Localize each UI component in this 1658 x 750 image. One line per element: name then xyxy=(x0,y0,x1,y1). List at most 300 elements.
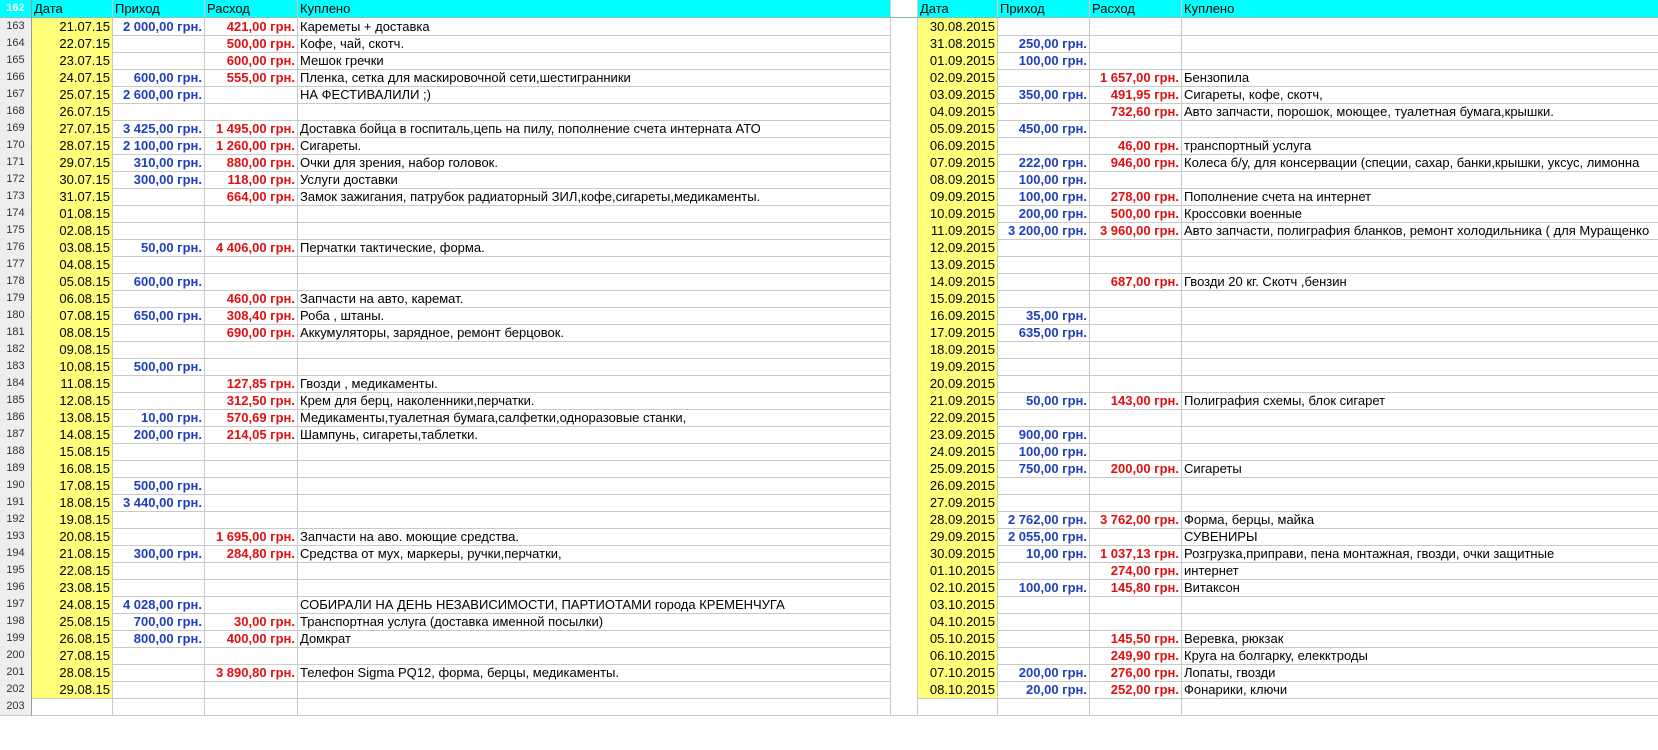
left-bought-cell[interactable]: Домкрат xyxy=(298,630,891,648)
left-date-cell[interactable]: 28.07.15 xyxy=(32,137,113,155)
left-date-cell[interactable]: 20.08.15 xyxy=(32,528,113,546)
left-income-cell[interactable] xyxy=(113,188,205,206)
gap-cell[interactable] xyxy=(891,477,918,495)
row-number[interactable]: 178 xyxy=(0,273,32,291)
left-income-cell[interactable] xyxy=(113,392,205,410)
left-bought-cell[interactable] xyxy=(298,698,891,716)
gap-cell[interactable] xyxy=(891,392,918,410)
left-income-cell[interactable] xyxy=(113,579,205,597)
left-income-cell[interactable]: 2 600,00 грн. xyxy=(113,86,205,104)
right-expense-cell[interactable]: 274,00 грн. xyxy=(1090,562,1182,580)
left-income-cell[interactable] xyxy=(113,681,205,699)
right-date-cell[interactable] xyxy=(918,698,998,716)
left-bought-cell[interactable] xyxy=(298,647,891,665)
gap-cell[interactable] xyxy=(891,341,918,359)
right-bought-cell[interactable] xyxy=(1182,120,1658,138)
right-bought-cell[interactable] xyxy=(1182,596,1658,614)
left-expense-cell[interactable] xyxy=(205,222,298,240)
left-bought-cell[interactable]: Шампунь, сигареты,таблетки. xyxy=(298,426,891,444)
left-date-cell[interactable]: 26.07.15 xyxy=(32,103,113,121)
left-income-cell[interactable] xyxy=(113,290,205,308)
right-income-cell[interactable]: 100,00 грн. xyxy=(998,52,1090,70)
right-date-cell[interactable]: 25.09.2015 xyxy=(918,460,998,478)
left-date-cell[interactable]: 23.07.15 xyxy=(32,52,113,70)
left-date-cell[interactable]: 19.08.15 xyxy=(32,511,113,529)
left-expense-cell[interactable]: 400,00 грн. xyxy=(205,630,298,648)
left-expense-cell[interactable] xyxy=(205,205,298,223)
row-number[interactable]: 174 xyxy=(0,205,32,223)
right-income-cell[interactable]: 100,00 грн. xyxy=(998,188,1090,206)
left-bought-cell[interactable]: Очки для зрения, набор головок. xyxy=(298,154,891,172)
left-expense-cell[interactable] xyxy=(205,358,298,376)
gap-cell[interactable] xyxy=(891,426,918,444)
row-number[interactable]: 195 xyxy=(0,562,32,580)
right-expense-cell[interactable]: 249,90 грн. xyxy=(1090,647,1182,665)
right-income-cell[interactable]: 200,00 грн. xyxy=(998,664,1090,682)
row-number[interactable]: 194 xyxy=(0,545,32,563)
right-income-cell[interactable]: 250,00 грн. xyxy=(998,35,1090,53)
left-date-cell[interactable]: 29.08.15 xyxy=(32,681,113,699)
left-date-cell[interactable]: 03.08.15 xyxy=(32,239,113,257)
gap-cell[interactable] xyxy=(891,460,918,478)
left-bought-cell[interactable] xyxy=(298,205,891,223)
right-bought-cell[interactable] xyxy=(1182,290,1658,308)
left-bought-cell[interactable] xyxy=(298,579,891,597)
right-income-cell[interactable] xyxy=(998,290,1090,308)
left-date-cell[interactable]: 10.08.15 xyxy=(32,358,113,376)
left-expense-cell[interactable]: 312,50 грн. xyxy=(205,392,298,410)
left-date-cell[interactable]: 15.08.15 xyxy=(32,443,113,461)
right-bought-cell[interactable] xyxy=(1182,613,1658,631)
right-bought-cell[interactable] xyxy=(1182,52,1658,70)
right-date-cell[interactable]: 17.09.2015 xyxy=(918,324,998,342)
right-expense-cell[interactable]: 200,00 грн. xyxy=(1090,460,1182,478)
left-income-cell[interactable]: 50,00 грн. xyxy=(113,239,205,257)
right-bought-cell[interactable]: Круга на болгарку, елекктроды xyxy=(1182,647,1658,665)
right-date-cell[interactable]: 26.09.2015 xyxy=(918,477,998,495)
right-expense-cell[interactable]: 145,80 грн. xyxy=(1090,579,1182,597)
right-income-cell[interactable] xyxy=(998,358,1090,376)
gap-column[interactable] xyxy=(891,0,918,18)
right-income-cell[interactable] xyxy=(998,137,1090,155)
left-date-cell[interactable]: 25.08.15 xyxy=(32,613,113,631)
gap-cell[interactable] xyxy=(891,205,918,223)
right-bought-cell[interactable]: Лопаты, гвозди xyxy=(1182,664,1658,682)
right-bought-cell[interactable]: интернет xyxy=(1182,562,1658,580)
right-date-cell[interactable]: 02.10.2015 xyxy=(918,579,998,597)
gap-cell[interactable] xyxy=(891,171,918,189)
right-expense-cell[interactable] xyxy=(1090,171,1182,189)
right-income-cell[interactable] xyxy=(998,18,1090,36)
left-expense-cell[interactable]: 1 495,00 грн. xyxy=(205,120,298,138)
row-number[interactable]: 180 xyxy=(0,307,32,325)
left-income-cell[interactable] xyxy=(113,103,205,121)
right-bought-cell[interactable] xyxy=(1182,341,1658,359)
left-expense-cell[interactable]: 421,00 грн. xyxy=(205,18,298,36)
left-date-cell[interactable]: 27.07.15 xyxy=(32,120,113,138)
left-expense-cell[interactable] xyxy=(205,494,298,512)
gap-cell[interactable] xyxy=(891,120,918,138)
left-bought-cell[interactable]: Крем для берц, наколенники,перчатки. xyxy=(298,392,891,410)
left-expense-cell[interactable]: 118,00 грн. xyxy=(205,171,298,189)
left-expense-cell[interactable]: 284,80 грн. xyxy=(205,545,298,563)
gap-cell[interactable] xyxy=(891,681,918,699)
row-number[interactable]: 165 xyxy=(0,52,32,70)
right-date-cell[interactable]: 24.09.2015 xyxy=(918,443,998,461)
row-number[interactable]: 191 xyxy=(0,494,32,512)
left-bought-cell[interactable]: Запчасти на аво. моющие средства. xyxy=(298,528,891,546)
row-number[interactable]: 197 xyxy=(0,596,32,614)
left-bought-cell[interactable] xyxy=(298,341,891,359)
right-income-cell[interactable] xyxy=(998,341,1090,359)
left-expense-cell[interactable] xyxy=(205,86,298,104)
right-income-cell[interactable] xyxy=(998,613,1090,631)
left-expense-cell[interactable] xyxy=(205,256,298,274)
left-bought-cell[interactable]: Кофе, чай, скотч. xyxy=(298,35,891,53)
left-bought-cell[interactable]: Аккумуляторы, зарядное, ремонт берцовок. xyxy=(298,324,891,342)
left-date-cell[interactable]: 22.08.15 xyxy=(32,562,113,580)
right-expense-cell[interactable]: 276,00 грн. xyxy=(1090,664,1182,682)
right-bought-cell[interactable] xyxy=(1182,409,1658,427)
right-bought-cell[interactable] xyxy=(1182,324,1658,342)
left-income-cell[interactable]: 500,00 грн. xyxy=(113,477,205,495)
left-bought-cell[interactable]: Сигареты. xyxy=(298,137,891,155)
left-date-cell[interactable]: 13.08.15 xyxy=(32,409,113,427)
right-date-cell[interactable]: 07.09.2015 xyxy=(918,154,998,172)
right-header-income[interactable]: Приход xyxy=(998,0,1090,18)
right-bought-cell[interactable]: Бензопила xyxy=(1182,69,1658,87)
gap-cell[interactable] xyxy=(891,630,918,648)
left-expense-cell[interactable] xyxy=(205,562,298,580)
right-expense-cell[interactable] xyxy=(1090,426,1182,444)
right-bought-cell[interactable]: транспортный услуга xyxy=(1182,137,1658,155)
row-number[interactable]: 188 xyxy=(0,443,32,461)
right-expense-cell[interactable]: 500,00 грн. xyxy=(1090,205,1182,223)
right-bought-cell[interactable] xyxy=(1182,35,1658,53)
left-expense-cell[interactable] xyxy=(205,443,298,461)
left-date-cell[interactable]: 05.08.15 xyxy=(32,273,113,291)
row-number[interactable]: 163 xyxy=(0,18,32,36)
right-bought-cell[interactable]: Сигареты, кофе, скотч, xyxy=(1182,86,1658,104)
right-bought-cell[interactable] xyxy=(1182,494,1658,512)
left-date-cell[interactable]: 24.07.15 xyxy=(32,69,113,87)
left-expense-cell[interactable] xyxy=(205,273,298,291)
left-income-cell[interactable] xyxy=(113,35,205,53)
left-bought-cell[interactable]: СОБИРАЛИ НА ДЕНЬ НЕЗАВИСИМОСТИ, ПАРТИОТАМИ города КРЕМЕНЧУГА xyxy=(298,596,891,614)
left-bought-cell[interactable]: Телефон Sigma PQ12, форма, берцы, медикаменты. xyxy=(298,664,891,682)
right-date-cell[interactable]: 22.09.2015 xyxy=(918,409,998,427)
row-number[interactable]: 172 xyxy=(0,171,32,189)
right-bought-cell[interactable]: Авто запчасти, порошок, моющее, туалетная бумага,крышки. xyxy=(1182,103,1658,121)
left-bought-cell[interactable] xyxy=(298,494,891,512)
gap-cell[interactable] xyxy=(891,103,918,121)
left-date-cell[interactable]: 18.08.15 xyxy=(32,494,113,512)
right-expense-cell[interactable]: 46,00 грн. xyxy=(1090,137,1182,155)
left-bought-cell[interactable]: Перчатки тактические, форма. xyxy=(298,239,891,257)
gap-cell[interactable] xyxy=(891,273,918,291)
left-income-cell[interactable]: 600,00 грн. xyxy=(113,273,205,291)
gap-cell[interactable] xyxy=(891,137,918,155)
left-header-expense[interactable]: Расход xyxy=(205,0,298,18)
gap-cell[interactable] xyxy=(891,256,918,274)
left-date-cell[interactable]: 02.08.15 xyxy=(32,222,113,240)
row-number[interactable]: 196 xyxy=(0,579,32,597)
right-date-cell[interactable]: 30.09.2015 xyxy=(918,545,998,563)
left-date-cell[interactable]: 28.08.15 xyxy=(32,664,113,682)
right-bought-cell[interactable] xyxy=(1182,358,1658,376)
right-date-cell[interactable]: 03.09.2015 xyxy=(918,86,998,104)
gap-cell[interactable] xyxy=(891,222,918,240)
right-expense-cell[interactable] xyxy=(1090,477,1182,495)
right-date-cell[interactable]: 08.10.2015 xyxy=(918,681,998,699)
left-date-cell[interactable]: 22.07.15 xyxy=(32,35,113,53)
gap-cell[interactable] xyxy=(891,647,918,665)
row-number[interactable]: 203 xyxy=(0,698,32,716)
left-expense-cell[interactable]: 500,00 грн. xyxy=(205,35,298,53)
left-income-cell[interactable] xyxy=(113,698,205,716)
left-bought-cell[interactable]: Пленка, сетка для маскировочной сети,шестигранники xyxy=(298,69,891,87)
row-number[interactable]: 181 xyxy=(0,324,32,342)
left-date-cell[interactable]: 04.08.15 xyxy=(32,256,113,274)
right-income-cell[interactable] xyxy=(998,409,1090,427)
right-income-cell[interactable]: 200,00 грн. xyxy=(998,205,1090,223)
right-bought-cell[interactable]: Гвозди 20 кг. Скотч ,бензин xyxy=(1182,273,1658,291)
right-expense-cell[interactable]: 3 762,00 грн. xyxy=(1090,511,1182,529)
left-expense-cell[interactable]: 1 260,00 грн. xyxy=(205,137,298,155)
right-date-cell[interactable]: 30.08.2015 xyxy=(918,18,998,36)
left-bought-cell[interactable]: Услуги доставки xyxy=(298,171,891,189)
left-income-cell[interactable]: 2 100,00 грн. xyxy=(113,137,205,155)
right-income-cell[interactable] xyxy=(998,239,1090,257)
right-bought-cell[interactable] xyxy=(1182,443,1658,461)
left-income-cell[interactable] xyxy=(113,511,205,529)
right-expense-cell[interactable]: 1 657,00 грн. xyxy=(1090,69,1182,87)
left-date-cell[interactable]: 16.08.15 xyxy=(32,460,113,478)
left-bought-cell[interactable]: Мешок гречки xyxy=(298,52,891,70)
right-date-cell[interactable]: 11.09.2015 xyxy=(918,222,998,240)
right-income-cell[interactable]: 3 200,00 грн. xyxy=(998,222,1090,240)
row-number[interactable]: 199 xyxy=(0,630,32,648)
right-income-cell[interactable]: 20,00 грн. xyxy=(998,681,1090,699)
right-bought-cell[interactable]: СУВЕНИРЫ xyxy=(1182,528,1658,546)
right-expense-cell[interactable] xyxy=(1090,613,1182,631)
right-expense-cell[interactable]: 143,00 грн. xyxy=(1090,392,1182,410)
left-income-cell[interactable]: 2 000,00 грн. xyxy=(113,18,205,36)
left-expense-cell[interactable] xyxy=(205,103,298,121)
right-expense-cell[interactable]: 687,00 грн. xyxy=(1090,273,1182,291)
left-expense-cell[interactable]: 4 406,00 грн. xyxy=(205,239,298,257)
right-bought-cell[interactable]: Полиграфия схемы, блок сигарет xyxy=(1182,392,1658,410)
row-number[interactable]: 184 xyxy=(0,375,32,393)
right-header-expense[interactable]: Расход xyxy=(1090,0,1182,18)
left-date-cell[interactable]: 08.08.15 xyxy=(32,324,113,342)
right-income-cell[interactable] xyxy=(998,562,1090,580)
right-income-cell[interactable]: 50,00 грн. xyxy=(998,392,1090,410)
left-expense-cell[interactable] xyxy=(205,511,298,529)
left-expense-cell[interactable] xyxy=(205,681,298,699)
left-expense-cell[interactable] xyxy=(205,579,298,597)
left-income-cell[interactable] xyxy=(113,52,205,70)
right-expense-cell[interactable]: 732,60 грн. xyxy=(1090,103,1182,121)
left-date-cell[interactable]: 25.07.15 xyxy=(32,86,113,104)
left-bought-cell[interactable] xyxy=(298,256,891,274)
right-income-cell[interactable]: 750,00 грн. xyxy=(998,460,1090,478)
left-income-cell[interactable]: 500,00 грн. xyxy=(113,358,205,376)
right-income-cell[interactable]: 100,00 грн. xyxy=(998,443,1090,461)
left-income-cell[interactable]: 300,00 грн. xyxy=(113,171,205,189)
left-income-cell[interactable] xyxy=(113,562,205,580)
left-income-cell[interactable] xyxy=(113,443,205,461)
right-expense-cell[interactable] xyxy=(1090,494,1182,512)
gap-cell[interactable] xyxy=(891,494,918,512)
left-header-bought[interactable]: Куплено xyxy=(298,0,891,18)
row-number[interactable]: 175 xyxy=(0,222,32,240)
right-bought-cell[interactable] xyxy=(1182,375,1658,393)
row-number[interactable]: 176 xyxy=(0,239,32,257)
gap-cell[interactable] xyxy=(891,307,918,325)
left-expense-cell[interactable] xyxy=(205,477,298,495)
left-income-cell[interactable]: 4 028,00 грн. xyxy=(113,596,205,614)
right-expense-cell[interactable]: 1 037,13 грн. xyxy=(1090,545,1182,563)
right-header-date[interactable]: Дата xyxy=(918,0,998,18)
right-bought-cell[interactable] xyxy=(1182,698,1658,716)
right-bought-cell[interactable] xyxy=(1182,256,1658,274)
right-income-cell[interactable]: 222,00 грн. xyxy=(998,154,1090,172)
right-date-cell[interactable]: 06.10.2015 xyxy=(918,647,998,665)
right-bought-cell[interactable]: Авто запчасти, полиграфия бланков, ремонт холодильника ( для Муращенко xyxy=(1182,222,1658,240)
right-date-cell[interactable]: 04.10.2015 xyxy=(918,613,998,631)
row-number[interactable]: 198 xyxy=(0,613,32,631)
left-expense-cell[interactable]: 308,40 грн. xyxy=(205,307,298,325)
gap-cell[interactable] xyxy=(891,324,918,342)
row-number[interactable]: 177 xyxy=(0,256,32,274)
right-income-cell[interactable]: 35,00 грн. xyxy=(998,307,1090,325)
right-bought-cell[interactable] xyxy=(1182,171,1658,189)
left-income-cell[interactable] xyxy=(113,205,205,223)
left-expense-cell[interactable]: 555,00 грн. xyxy=(205,69,298,87)
right-date-cell[interactable]: 03.10.2015 xyxy=(918,596,998,614)
left-date-cell[interactable]: 21.08.15 xyxy=(32,545,113,563)
left-date-cell[interactable]: 12.08.15 xyxy=(32,392,113,410)
gap-cell[interactable] xyxy=(891,511,918,529)
gap-cell[interactable] xyxy=(891,35,918,53)
left-income-cell[interactable] xyxy=(113,341,205,359)
right-income-cell[interactable]: 350,00 грн. xyxy=(998,86,1090,104)
left-bought-cell[interactable] xyxy=(298,477,891,495)
left-income-cell[interactable] xyxy=(113,647,205,665)
left-bought-cell[interactable]: Транспортная услуга (доставка именной посылки) xyxy=(298,613,891,631)
right-bought-cell[interactable]: Витаксон xyxy=(1182,579,1658,597)
left-header-date[interactable]: Дата xyxy=(32,0,113,18)
left-expense-cell[interactable] xyxy=(205,460,298,478)
right-expense-cell[interactable] xyxy=(1090,120,1182,138)
left-income-cell[interactable]: 10,00 грн. xyxy=(113,409,205,427)
row-number[interactable]: 186 xyxy=(0,409,32,427)
right-bought-cell[interactable] xyxy=(1182,307,1658,325)
right-income-cell[interactable] xyxy=(998,647,1090,665)
right-income-cell[interactable]: 635,00 грн. xyxy=(998,324,1090,342)
left-bought-cell[interactable]: НА ФЕСТИВАЛИЛИ ;) xyxy=(298,86,891,104)
gap-cell[interactable] xyxy=(891,358,918,376)
row-number[interactable]: 183 xyxy=(0,358,32,376)
right-expense-cell[interactable]: 3 960,00 грн. xyxy=(1090,222,1182,240)
right-expense-cell[interactable] xyxy=(1090,324,1182,342)
right-income-cell[interactable]: 100,00 грн. xyxy=(998,171,1090,189)
left-expense-cell[interactable]: 30,00 грн. xyxy=(205,613,298,631)
row-number[interactable]: 185 xyxy=(0,392,32,410)
right-bought-cell[interactable]: Кроссовки военные xyxy=(1182,205,1658,223)
right-income-cell[interactable] xyxy=(998,596,1090,614)
left-date-cell[interactable]: 14.08.15 xyxy=(32,426,113,444)
row-number[interactable]: 168 xyxy=(0,103,32,121)
left-expense-cell[interactable]: 600,00 грн. xyxy=(205,52,298,70)
right-income-cell[interactable] xyxy=(998,698,1090,716)
left-expense-cell[interactable]: 664,00 грн. xyxy=(205,188,298,206)
left-income-cell[interactable] xyxy=(113,324,205,342)
right-date-cell[interactable]: 01.10.2015 xyxy=(918,562,998,580)
right-expense-cell[interactable] xyxy=(1090,239,1182,257)
right-header-bought[interactable]: Куплено xyxy=(1182,0,1658,18)
right-income-cell[interactable]: 450,00 грн. xyxy=(998,120,1090,138)
left-bought-cell[interactable]: Кареметы + доставка xyxy=(298,18,891,36)
gap-cell[interactable] xyxy=(891,290,918,308)
right-income-cell[interactable]: 900,00 грн. xyxy=(998,426,1090,444)
gap-cell[interactable] xyxy=(891,528,918,546)
gap-cell[interactable] xyxy=(891,596,918,614)
right-income-cell[interactable]: 2 055,00 грн. xyxy=(998,528,1090,546)
gap-cell[interactable] xyxy=(891,698,918,716)
gap-cell[interactable] xyxy=(891,52,918,70)
left-date-cell[interactable]: 27.08.15 xyxy=(32,647,113,665)
left-date-cell[interactable]: 30.07.15 xyxy=(32,171,113,189)
right-expense-cell[interactable] xyxy=(1090,341,1182,359)
right-expense-cell[interactable] xyxy=(1090,528,1182,546)
right-expense-cell[interactable]: 278,00 грн. xyxy=(1090,188,1182,206)
left-income-cell[interactable] xyxy=(113,460,205,478)
right-bought-cell[interactable]: Колеса б/у, для консервации (специи, сахар, банки,крышки, уксус, лимонна xyxy=(1182,154,1658,172)
left-expense-cell[interactable] xyxy=(205,647,298,665)
row-number[interactable]: 173 xyxy=(0,188,32,206)
left-date-cell[interactable]: 31.07.15 xyxy=(32,188,113,206)
right-expense-cell[interactable] xyxy=(1090,290,1182,308)
row-number[interactable]: 171 xyxy=(0,154,32,172)
right-expense-cell[interactable] xyxy=(1090,18,1182,36)
gap-cell[interactable] xyxy=(891,664,918,682)
gap-cell[interactable] xyxy=(891,443,918,461)
gap-cell[interactable] xyxy=(891,69,918,87)
left-income-cell[interactable] xyxy=(113,256,205,274)
right-expense-cell[interactable] xyxy=(1090,307,1182,325)
right-date-cell[interactable]: 06.09.2015 xyxy=(918,137,998,155)
left-date-cell[interactable]: 23.08.15 xyxy=(32,579,113,597)
right-date-cell[interactable]: 09.09.2015 xyxy=(918,188,998,206)
left-bought-cell[interactable]: Роба , штаны. xyxy=(298,307,891,325)
left-bought-cell[interactable] xyxy=(298,443,891,461)
left-bought-cell[interactable] xyxy=(298,358,891,376)
left-expense-cell[interactable] xyxy=(205,341,298,359)
right-date-cell[interactable]: 04.09.2015 xyxy=(918,103,998,121)
right-expense-cell[interactable] xyxy=(1090,443,1182,461)
left-date-cell[interactable]: 11.08.15 xyxy=(32,375,113,393)
left-income-cell[interactable] xyxy=(113,664,205,682)
left-income-cell[interactable]: 3 425,00 грн. xyxy=(113,120,205,138)
row-number[interactable]: 202 xyxy=(0,681,32,699)
left-expense-cell[interactable]: 127,85 грн. xyxy=(205,375,298,393)
gap-cell[interactable] xyxy=(891,154,918,172)
gap-cell[interactable] xyxy=(891,239,918,257)
row-number[interactable]: 187 xyxy=(0,426,32,444)
row-number[interactable]: 170 xyxy=(0,137,32,155)
